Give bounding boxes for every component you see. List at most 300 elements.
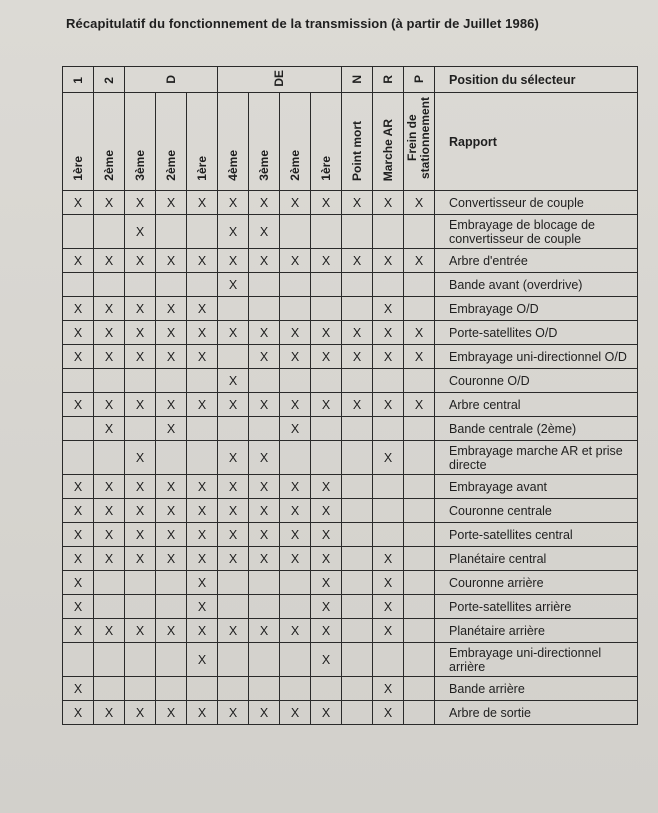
mark-cell (63, 321, 94, 345)
engaged-mark: X (135, 195, 145, 210)
mark-cell (187, 191, 218, 215)
engaged-mark: X (259, 551, 269, 566)
mark-cell (280, 677, 311, 701)
engaged-mark: X (321, 575, 331, 590)
ratio-label-cell (435, 93, 638, 191)
mark-cell (63, 191, 94, 215)
mark-cell (280, 571, 311, 595)
table-row (63, 273, 638, 297)
engaged-mark: X (321, 397, 331, 412)
gear-label: Frein de stationnement (405, 97, 433, 180)
engaged-mark: X (259, 705, 269, 720)
mark-cell (218, 523, 249, 547)
mark-cell (218, 191, 249, 215)
selector-group-symbol: D (163, 74, 178, 84)
table-row (63, 441, 638, 475)
mark-cell (342, 571, 373, 595)
mark-cell (404, 595, 435, 619)
engaged-mark: X (73, 527, 83, 542)
mark-cell (342, 297, 373, 321)
engaged-mark: X (414, 195, 424, 210)
engaged-mark: X (166, 421, 176, 436)
mark-cell (156, 595, 187, 619)
selector-group-2 (94, 67, 125, 93)
engaged-mark: X (321, 479, 331, 494)
mark-cell (249, 345, 280, 369)
mark-cell (342, 643, 373, 677)
mark-cell (218, 701, 249, 725)
engaged-mark: X (290, 551, 300, 566)
engaged-mark: X (259, 479, 269, 494)
component-label-cell (435, 345, 638, 369)
mark-cell (373, 475, 404, 499)
engaged-mark: X (104, 623, 114, 638)
mark-cell (342, 677, 373, 701)
mark-cell (125, 619, 156, 643)
gear-column-header (249, 93, 280, 191)
engaged-mark: X (414, 325, 424, 340)
mark-cell (249, 523, 280, 547)
mark-cell (373, 249, 404, 273)
mark-cell (63, 249, 94, 273)
engaged-mark: X (73, 551, 83, 566)
transmission-table (62, 66, 638, 725)
gear-label: 3ème (132, 150, 147, 181)
mark-cell (373, 523, 404, 547)
mark-cell (404, 393, 435, 417)
mark-cell (342, 273, 373, 297)
table-row (63, 475, 638, 499)
mark-cell (404, 499, 435, 523)
selector-group-symbol: R (380, 74, 395, 84)
engaged-mark: X (135, 397, 145, 412)
mark-cell (156, 571, 187, 595)
engaged-mark: X (383, 551, 393, 566)
engaged-mark: X (290, 503, 300, 518)
component-label: Couronne centrale (449, 503, 552, 518)
component-label: Planétaire central (449, 551, 547, 566)
component-label-cell (435, 595, 638, 619)
engaged-mark: X (104, 527, 114, 542)
engaged-mark: X (104, 301, 114, 316)
mark-cell (218, 619, 249, 643)
table-row (63, 595, 638, 619)
engaged-mark: X (73, 253, 83, 268)
engaged-mark: X (135, 551, 145, 566)
selector-group-7 (404, 67, 435, 93)
engaged-mark: X (104, 253, 114, 268)
engaged-mark: X (104, 503, 114, 518)
engaged-mark: X (259, 450, 269, 465)
mark-cell (249, 547, 280, 571)
mark-cell (373, 273, 404, 297)
mark-cell (280, 273, 311, 297)
page-title: Récapitulatif du fonctionnement de la transmission (à partir de Juillet 1986) (66, 16, 539, 31)
mark-cell (249, 677, 280, 701)
mark-cell (187, 677, 218, 701)
mark-cell (63, 595, 94, 619)
mark-cell (94, 475, 125, 499)
mark-cell (311, 571, 342, 595)
engaged-mark: X (166, 349, 176, 364)
engaged-mark: X (104, 551, 114, 566)
mark-cell (280, 393, 311, 417)
mark-cell (156, 701, 187, 725)
mark-cell (249, 393, 280, 417)
gear-label: 2ème (287, 150, 302, 181)
mark-cell (125, 475, 156, 499)
component-label: Porte-satellites O/D (449, 325, 558, 340)
mark-cell (311, 191, 342, 215)
engaged-mark: X (197, 503, 207, 518)
mark-cell (373, 297, 404, 321)
engaged-mark: X (352, 397, 362, 412)
engaged-mark: X (166, 551, 176, 566)
mark-cell (218, 643, 249, 677)
mark-cell (187, 369, 218, 393)
engaged-mark: X (166, 503, 176, 518)
mark-cell (94, 297, 125, 321)
mark-cell (311, 677, 342, 701)
engaged-mark: X (135, 450, 145, 465)
mark-cell (187, 393, 218, 417)
table-row (63, 249, 638, 273)
engaged-mark: X (228, 253, 238, 268)
mark-cell (218, 297, 249, 321)
mark-cell (156, 619, 187, 643)
mark-cell (373, 701, 404, 725)
engaged-mark: X (104, 479, 114, 494)
component-label: Arbre de sortie (449, 705, 532, 720)
mark-cell (94, 619, 125, 643)
mark-cell (125, 345, 156, 369)
mark-cell (218, 321, 249, 345)
engaged-mark: X (197, 652, 207, 667)
mark-cell (280, 369, 311, 393)
mark-cell (373, 547, 404, 571)
selector-group-3 (125, 67, 218, 93)
mark-cell (63, 547, 94, 571)
mark-cell (218, 475, 249, 499)
selector-group-symbol: P (411, 75, 426, 84)
mark-cell (280, 215, 311, 249)
engaged-mark: X (228, 450, 238, 465)
engaged-mark: X (135, 349, 145, 364)
table-row (63, 297, 638, 321)
engaged-mark: X (321, 349, 331, 364)
mark-cell (156, 417, 187, 441)
component-label-cell (435, 321, 638, 345)
mark-cell (125, 523, 156, 547)
engaged-mark: X (73, 503, 83, 518)
mark-cell (404, 523, 435, 547)
mark-cell (280, 701, 311, 725)
mark-cell (187, 595, 218, 619)
engaged-mark: X (321, 195, 331, 210)
engaged-mark: X (104, 421, 114, 436)
table-row (63, 191, 638, 215)
header-row-gears (63, 93, 638, 191)
mark-cell (404, 643, 435, 677)
table-row (63, 701, 638, 725)
mark-cell (342, 701, 373, 725)
component-label: Embrayage uni-directionnel O/D (449, 349, 627, 364)
component-label: Couronne O/D (449, 373, 530, 388)
mark-cell (156, 547, 187, 571)
mark-cell (249, 619, 280, 643)
mark-cell (342, 441, 373, 475)
table-row (63, 215, 638, 249)
engaged-mark: X (197, 301, 207, 316)
engaged-mark: X (135, 253, 145, 268)
mark-cell (404, 475, 435, 499)
engaged-mark: X (290, 421, 300, 436)
engaged-mark: X (228, 623, 238, 638)
mark-cell (94, 701, 125, 725)
engaged-mark: X (321, 527, 331, 542)
mark-cell (218, 369, 249, 393)
mark-cell (94, 547, 125, 571)
mark-cell (311, 441, 342, 475)
engaged-mark: X (321, 325, 331, 340)
mark-cell (94, 215, 125, 249)
mark-cell (125, 677, 156, 701)
mark-cell (280, 523, 311, 547)
mark-cell (373, 417, 404, 441)
gear-label: 3ème (256, 150, 271, 181)
gear-column-header (342, 93, 373, 191)
engaged-mark: X (259, 503, 269, 518)
mark-cell (404, 369, 435, 393)
mark-cell (94, 441, 125, 475)
mark-cell (311, 393, 342, 417)
engaged-mark: X (104, 397, 114, 412)
engaged-mark: X (104, 349, 114, 364)
mark-cell (187, 321, 218, 345)
mark-cell (249, 475, 280, 499)
component-label-cell (435, 571, 638, 595)
gear-column-header (94, 93, 125, 191)
mark-cell (218, 571, 249, 595)
engaged-mark: X (259, 224, 269, 239)
engaged-mark: X (321, 705, 331, 720)
mark-cell (404, 547, 435, 571)
mark-cell (249, 701, 280, 725)
mark-cell (94, 499, 125, 523)
table-row (63, 571, 638, 595)
mark-cell (249, 417, 280, 441)
mark-cell (218, 441, 249, 475)
engaged-mark: X (197, 623, 207, 638)
engaged-mark: X (135, 479, 145, 494)
engaged-mark: X (73, 479, 83, 494)
mark-cell (373, 441, 404, 475)
engaged-mark: X (197, 253, 207, 268)
mark-cell (63, 441, 94, 475)
engaged-mark: X (352, 325, 362, 340)
gear-column-header (404, 93, 435, 191)
engaged-mark: X (259, 397, 269, 412)
mark-cell (187, 523, 218, 547)
mark-cell (249, 441, 280, 475)
selector-group-symbol: 2 (101, 76, 116, 84)
mark-cell (404, 701, 435, 725)
table-row (63, 417, 638, 441)
component-label: Porte-satellites arrière (449, 599, 572, 614)
gear-label: 2ème (101, 150, 116, 181)
gear-column-header (125, 93, 156, 191)
mark-cell (311, 523, 342, 547)
mark-cell (187, 441, 218, 475)
engaged-mark: X (290, 527, 300, 542)
mark-cell (249, 297, 280, 321)
engaged-mark: X (228, 503, 238, 518)
component-label-cell (435, 273, 638, 297)
component-label: Embrayage de blocage de convertisseur de couple (449, 217, 595, 246)
selector-group-symbol: DE (272, 69, 287, 87)
mark-cell (125, 499, 156, 523)
mark-cell (342, 321, 373, 345)
mark-cell (404, 345, 435, 369)
mark-cell (156, 215, 187, 249)
mark-cell (125, 215, 156, 249)
mark-cell (280, 321, 311, 345)
mark-cell (404, 273, 435, 297)
mark-cell (249, 643, 280, 677)
mark-cell (63, 523, 94, 547)
table-row (63, 643, 638, 677)
component-label-cell (435, 393, 638, 417)
mark-cell (187, 297, 218, 321)
engaged-mark: X (197, 575, 207, 590)
engaged-mark: X (383, 705, 393, 720)
mark-cell (94, 523, 125, 547)
mark-cell (342, 369, 373, 393)
mark-cell (63, 297, 94, 321)
engaged-mark: X (104, 705, 114, 720)
gear-label: 1ère (318, 156, 333, 181)
engaged-mark: X (197, 349, 207, 364)
mark-cell (249, 273, 280, 297)
selector-group-symbol: 1 (70, 76, 85, 84)
mark-cell (373, 369, 404, 393)
engaged-mark: X (383, 450, 393, 465)
mark-cell (125, 249, 156, 273)
component-label: Bande arrière (449, 681, 525, 696)
mark-cell (187, 571, 218, 595)
component-label-cell (435, 677, 638, 701)
engaged-mark: X (383, 575, 393, 590)
engaged-mark: X (166, 527, 176, 542)
mark-cell (125, 297, 156, 321)
mark-cell (280, 345, 311, 369)
engaged-mark: X (321, 253, 331, 268)
mark-cell (342, 547, 373, 571)
mark-cell (187, 547, 218, 571)
gear-label: Point mort (349, 121, 364, 181)
engaged-mark: X (321, 551, 331, 566)
mark-cell (342, 499, 373, 523)
engaged-mark: X (135, 301, 145, 316)
selector-label: Position du sélecteur (449, 72, 576, 87)
mark-cell (342, 417, 373, 441)
engaged-mark: X (166, 301, 176, 316)
mark-cell (404, 441, 435, 475)
engaged-mark: X (352, 253, 362, 268)
mark-cell (404, 191, 435, 215)
mark-cell (63, 215, 94, 249)
component-label-cell (435, 701, 638, 725)
engaged-mark: X (166, 253, 176, 268)
engaged-mark: X (383, 349, 393, 364)
mark-cell (373, 499, 404, 523)
component-label-cell (435, 191, 638, 215)
engaged-mark: X (73, 349, 83, 364)
selector-group-1 (63, 67, 94, 93)
engaged-mark: X (73, 397, 83, 412)
component-label: Embrayage uni-directionnel arrière (449, 645, 602, 674)
mark-cell (280, 417, 311, 441)
mark-cell (125, 595, 156, 619)
mark-cell (373, 619, 404, 643)
engaged-mark: X (104, 195, 114, 210)
component-label-cell (435, 249, 638, 273)
gear-label: 2ème (163, 150, 178, 181)
mark-cell (311, 619, 342, 643)
ratio-label: Rapport (449, 134, 497, 149)
mark-cell (94, 595, 125, 619)
mark-cell (311, 273, 342, 297)
mark-cell (311, 297, 342, 321)
mark-cell (187, 643, 218, 677)
mark-cell (249, 249, 280, 273)
gear-label: Marche AR (380, 118, 395, 181)
engaged-mark: X (197, 397, 207, 412)
engaged-mark: X (166, 325, 176, 340)
mark-cell (94, 249, 125, 273)
engaged-mark: X (321, 623, 331, 638)
mark-cell (218, 345, 249, 369)
mark-cell (187, 249, 218, 273)
table-row (63, 619, 638, 643)
engaged-mark: X (135, 503, 145, 518)
selector-group-symbol: N (349, 74, 364, 84)
gear-column-header (373, 93, 404, 191)
mark-cell (404, 297, 435, 321)
mark-cell (187, 619, 218, 643)
table-row (63, 677, 638, 701)
mark-cell (373, 595, 404, 619)
table-row (63, 523, 638, 547)
mark-cell (156, 393, 187, 417)
mark-cell (342, 215, 373, 249)
engaged-mark: X (290, 705, 300, 720)
engaged-mark: X (259, 623, 269, 638)
engaged-mark: X (383, 325, 393, 340)
engaged-mark: X (321, 599, 331, 614)
engaged-mark: X (383, 253, 393, 268)
mark-cell (156, 297, 187, 321)
engaged-mark: X (166, 623, 176, 638)
mark-cell (373, 321, 404, 345)
mark-cell (94, 321, 125, 345)
selector-group-6 (373, 67, 404, 93)
engaged-mark: X (290, 325, 300, 340)
engaged-mark: X (197, 527, 207, 542)
component-label-cell (435, 475, 638, 499)
mark-cell (311, 369, 342, 393)
engaged-mark: X (228, 277, 238, 292)
